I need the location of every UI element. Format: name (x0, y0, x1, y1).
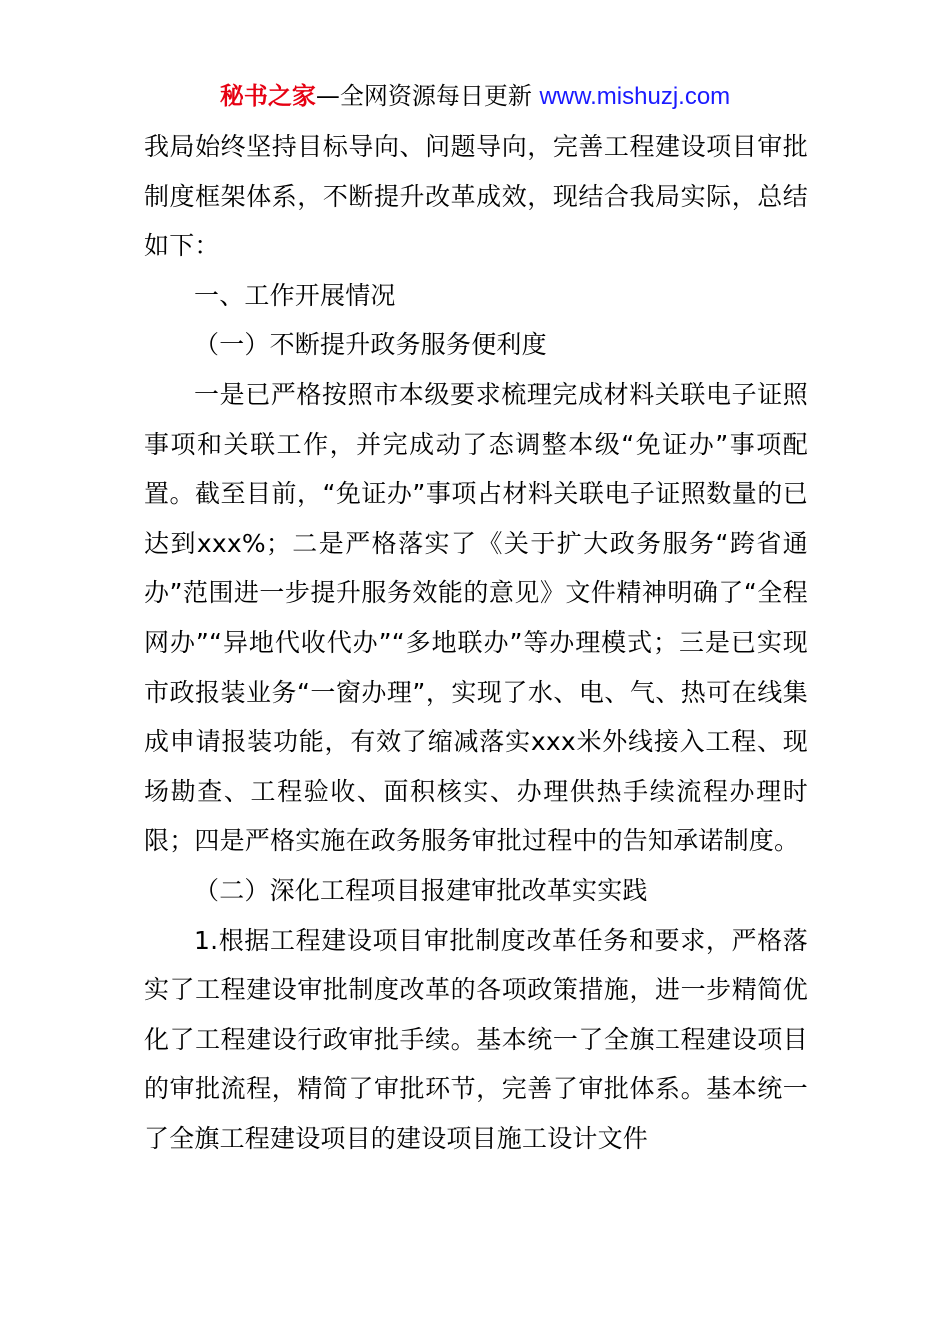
intro-paragraph: 我局始终坚持目标导向、问题导向，完善工程建设项目审批制度框架体系，不断提升改革成效，现结合我局实际，总结如下： (144, 132, 808, 261)
body-paragraph-2: 1.根据工程建设项目审批制度改革任务和要求，严格落实了工程建设审批制度改革的各项政策措施，进一步精简优化了工程建设行政审批手续。基本统一了全旗工程建设项目的审批流程，精简了审批环节，完善了审批体系。基本统一了全旗工程建设项目的建设项目施工设计文件 (144, 925, 808, 1153)
subsection-heading-2: （二）深化工程项目报建审批改革实实践 (194, 875, 648, 905)
site-tagline: —全网资源每日更新 (315, 82, 532, 110)
document-body (144, 122, 808, 1163)
subsection-heading-1: （一）不断提升政务服务便利度 (194, 330, 547, 360)
body-paragraph-1: 一是已严格按照市本级要求梳理完成材料关联电子证照事项和关联工作，并完成动了态调整本级“免证办”事项配置。截至目前，“免证办”事项占材料关联电子证照数量的已达到xxx%；二是严格落实了《关于扩大政务服务“跨省通办”范围进一步提升服务效能的意见》文件精神明确了“全程网办”“异地代收代办”“多地联办”等办理模式；三是已实现市政报装业务“一窗办理”，实现了水、电、气、热可在线集成申请报装功能，有效了缩减落实xxx米外线接入工程、现场勘查、工程验收、面积核实、办理供热手续流程办理时限；四是严格实施在政务服务审批过程中的告知承诺制度。 (144, 379, 808, 856)
section-heading: 一、工作开展情况 (194, 280, 396, 310)
site-url[interactable]: www.mishuzj.com (539, 83, 731, 110)
site-header (0, 80, 950, 113)
site-brand: 秘书之家 (219, 82, 316, 110)
